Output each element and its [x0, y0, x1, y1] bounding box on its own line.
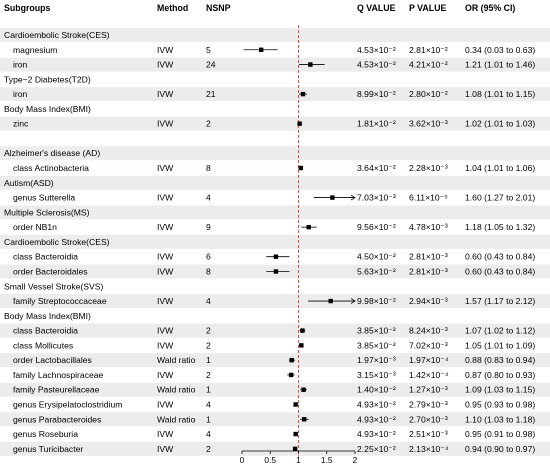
subgroup-label: genus Parabacteroides [13, 414, 102, 425]
method-cell: IVW [157, 251, 174, 262]
q-value-cell: 4.93×10⁻² [357, 414, 396, 425]
subgroup-label: iron [13, 89, 28, 100]
point-estimate [330, 195, 334, 199]
q-value-cell: 7.03×10⁻³ [357, 192, 396, 203]
table-header [4, 3, 515, 13]
subgroup-label: family Lachnospiraceae [13, 369, 104, 380]
nsnp-cell: 2 [206, 369, 211, 380]
header-or: OR (95% CI) [465, 3, 516, 13]
p-value-cell: 2.81×10⁻³ [409, 251, 448, 262]
subgroup-label: order NB1n [13, 222, 57, 233]
x-tick-label: 0 [239, 455, 245, 465]
nsnp-cell: 1 [206, 384, 211, 395]
method-cell: Wald ratio [157, 355, 196, 366]
q-value-cell: 1.97×10⁻³ [357, 355, 396, 366]
x-tick-label: 1 [296, 455, 301, 465]
q-value-cell: 3.85×10⁻² [357, 325, 396, 336]
method-cell: IVW [157, 429, 174, 440]
p-value-cell: 4.78×10⁻³ [409, 222, 448, 233]
nsnp-cell: 24 [206, 59, 216, 70]
p-value-cell: 2.80×10⁻² [409, 89, 448, 100]
p-value-cell: 4.21×10⁻² [409, 59, 448, 70]
or-ci-cell: 1.60 (1.27 to 2.01) [465, 192, 536, 203]
or-ci-cell: 0.87 (0.80 to 0.93) [465, 369, 536, 380]
row-shade [0, 176, 550, 190]
nsnp-cell: 2 [206, 325, 211, 336]
q-value-cell: 1.40×10⁻² [357, 384, 396, 395]
or-ci-cell: 0.60 (0.43 to 0.84) [465, 266, 536, 277]
or-ci-cell: 1.10 (1.03 to 1.18) [465, 414, 536, 425]
p-value-cell: 8.24×10⁻³ [409, 325, 448, 336]
q-value-cell: 3.85×10⁻² [357, 340, 396, 351]
p-value-cell: 7.02×10⁻³ [409, 340, 448, 351]
q-value-cell: 9.98×10⁻² [357, 296, 396, 307]
or-ci-cell: 1.07 (1.02 to 1.12) [465, 325, 536, 336]
nsnp-cell: 4 [206, 296, 211, 307]
or-ci-cell: 0.95 (0.93 to 0.98) [465, 399, 536, 410]
nsnp-cell: 1 [206, 355, 211, 366]
point-estimate [289, 373, 293, 377]
nsnp-cell: 1 [206, 414, 211, 425]
p-value-cell: 2.13×10⁻⁴ [409, 443, 449, 454]
nsnp-cell: 9 [206, 222, 211, 233]
or-ci-cell: 1.09 (1.03 to 1.15) [465, 384, 536, 395]
point-estimate [302, 417, 306, 421]
point-estimate [308, 62, 312, 66]
x-tick-label: 0.5 [264, 455, 277, 465]
q-value-cell: 4.53×10⁻² [357, 44, 396, 55]
p-value-cell: 3.62×10⁻³ [409, 118, 448, 129]
method-cell: Wald ratio [157, 414, 196, 425]
or-ci-cell: 1.04 (1.01 to 1.06) [465, 163, 536, 174]
method-cell: IVW [157, 296, 174, 307]
nsnp-cell: 2 [206, 118, 211, 129]
nsnp-cell: 2 [206, 340, 211, 351]
point-estimate [293, 447, 297, 451]
group-label: Cardioembolic Stroke(CES) [4, 30, 110, 40]
subgroup-label: class Actinobacteria [13, 163, 89, 174]
method-cell: IVW [157, 266, 174, 277]
point-estimate [274, 269, 278, 273]
nsnp-cell: 8 [206, 266, 211, 277]
p-value-cell: 2.28×10⁻³ [409, 163, 448, 174]
q-value-cell: 3.64×10⁻² [357, 163, 396, 174]
p-value-cell: 2.94×10⁻³ [409, 296, 448, 307]
q-value-cell: 4.93×10⁻² [357, 399, 396, 410]
or-ci-cell: 0.34 (0.03 to 0.63) [465, 44, 536, 55]
or-ci-cell: 0.60 (0.43 to 0.84) [465, 251, 536, 262]
q-value-cell: 4.53×10⁻² [357, 59, 396, 70]
or-ci-cell: 0.95 (0.91 to 0.98) [465, 429, 536, 440]
subgroup-label: zinc [13, 118, 29, 129]
method-cell: IVW [157, 222, 174, 233]
point-estimate [297, 121, 301, 125]
p-value-cell: 2.81×10⁻³ [409, 266, 448, 277]
method-cell: IVW [157, 192, 174, 203]
method-cell: IVW [157, 59, 174, 70]
point-estimate [290, 358, 294, 362]
method-cell: IVW [157, 163, 174, 174]
nsnp-cell: 4 [206, 192, 211, 203]
subgroup-label: order Lactobacillales [13, 355, 92, 366]
method-cell: IVW [157, 44, 174, 55]
nsnp-cell: 21 [206, 89, 216, 100]
point-estimate [329, 299, 333, 303]
method-cell: IVW [157, 325, 174, 336]
or-ci-cell: 0.88 (0.83 to 0.94) [465, 355, 536, 366]
q-value-cell: 8.99×10⁻² [357, 89, 396, 100]
subgroup-label: genus Sutterella [13, 192, 76, 203]
group-label: Body Mass Index(BMI) [4, 310, 91, 321]
subgroup-label: genus Erysipelatoclostridium [13, 399, 123, 410]
p-value-cell: 6.11×10⁻⁵ [409, 192, 448, 203]
q-value-cell: 9.56×10⁻² [357, 222, 396, 233]
point-estimate [306, 225, 310, 229]
subgroup-label: order Bacteroidales [13, 266, 88, 277]
nsnp-cell: 5 [206, 44, 211, 55]
q-value-cell: 5.63×10⁻² [357, 266, 396, 277]
nsnp-cell: 4 [206, 429, 211, 440]
group-label: Alzheimer's disease (AD) [4, 148, 101, 159]
subgroup-label: class Bacteroidia [13, 251, 78, 262]
or-ci-cell: 1.05 (1.01 to 1.09) [465, 340, 536, 351]
or-ci-cell: 1.18 (1.05 to 1.32) [465, 222, 536, 233]
q-value-cell: 2.25×10⁻² [357, 443, 396, 454]
subgroup-label: family Streptococcaceae [13, 296, 107, 307]
method-cell: IVW [157, 369, 174, 380]
group-label: Body Mass Index(BMI) [4, 103, 91, 114]
group-label: Autism(ASD) [4, 177, 54, 188]
p-value-cell: 1.97×10⁻⁴ [409, 355, 449, 366]
p-value-cell: 1.27×10⁻³ [409, 384, 448, 395]
p-value-cell: 2.51×10⁻³ [409, 429, 448, 440]
subgroup-label: class Bacteroidia [13, 325, 78, 336]
group-label: Small Vessel Stroke(SVS) [4, 281, 104, 292]
point-estimate [301, 388, 305, 392]
x-tick-label: 1.5 [320, 455, 333, 465]
point-estimate [299, 343, 303, 347]
point-estimate [300, 328, 304, 332]
method-cell: Wald ratio [157, 384, 196, 395]
subgroup-label: genus Roseburia [13, 429, 78, 440]
q-value-cell: 4.93×10⁻² [357, 429, 396, 440]
or-ci-cell: 1.08 (1.01 to 1.15) [465, 89, 536, 100]
or-ci-cell: 1.02 (1.01 to 1.03) [465, 118, 536, 129]
header-subgroups: Subgroups [4, 3, 51, 13]
p-value-cell: 2.81×10⁻² [409, 44, 448, 55]
or-ci-cell: 0.94 (0.90 to 0.97) [465, 443, 536, 454]
point-estimate [293, 402, 297, 406]
p-value-cell: 2.70×10⁻³ [409, 414, 448, 425]
q-value-cell: 3.15×10⁻³ [357, 369, 396, 380]
method-cell: IVW [157, 399, 174, 410]
header-p-value: P VALUE [409, 3, 447, 13]
method-cell: IVW [157, 443, 174, 454]
method-cell: IVW [157, 340, 174, 351]
header-method: Method [157, 3, 189, 13]
subgroup-label: family Pasteurellaceae [13, 384, 100, 395]
header-nsnp: NSNP [206, 3, 231, 13]
or-ci-cell: 1.57 (1.17 to 2.12) [465, 296, 536, 307]
subgroup-label: iron [13, 59, 28, 70]
point-estimate [299, 166, 303, 170]
nsnp-cell: 2 [206, 443, 211, 454]
nsnp-cell: 6 [206, 251, 211, 262]
method-cell: IVW [157, 89, 174, 100]
nsnp-cell: 8 [206, 163, 211, 174]
p-value-cell: 2.79×10⁻³ [409, 399, 448, 410]
point-estimate [274, 255, 278, 259]
point-estimate [259, 48, 263, 52]
header-q-value: Q VALUE [357, 3, 396, 13]
p-value-cell: 1.42×10⁻⁴ [409, 369, 449, 380]
q-value-cell: 4.50×10⁻² [357, 251, 396, 262]
method-cell: IVW [157, 118, 174, 129]
x-tick-label: 2 [352, 455, 358, 465]
or-ci-cell: 1.21 (1.01 to 1.46) [465, 59, 536, 70]
group-label: Multiple Sclerosis(MS) [4, 207, 90, 218]
subgroup-label: magnesium [13, 44, 58, 55]
subgroup-label: genus Turicibacter [13, 443, 84, 454]
point-estimate [301, 92, 305, 96]
group-label: Cardioembolic Stroke(CES) [4, 236, 110, 247]
q-value-cell: 1.81×10⁻² [357, 118, 396, 129]
nsnp-cell: 4 [206, 399, 211, 410]
point-estimate [293, 432, 297, 436]
group-label: Type−2 Diabetes(T2D) [4, 74, 91, 85]
subgroup-label: class Mollicutes [13, 340, 74, 351]
